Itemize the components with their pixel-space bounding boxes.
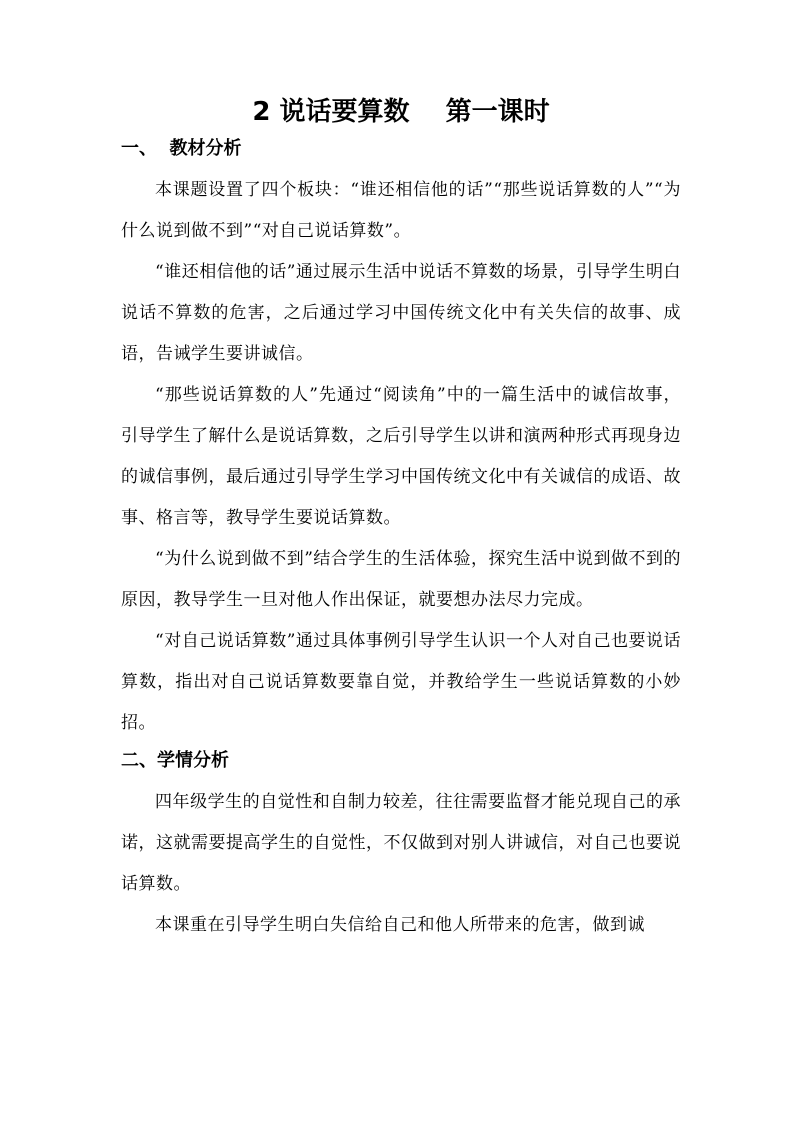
section-heading-learner-analysis: 二、学情分析 [121, 750, 229, 771]
paragraph: “谁还相信他的话”通过展示生活中说话不算数的场景，引导学生明白说话不算数的危害，之后通过学习中国传统文化中有关失信的故事、成语，告诫学生要讲诚信。 [121, 262, 681, 364]
paragraph: “对自己说话算数”通过具体事例引导学生认识一个人对自己也要说话算数，指出对自己说话算数要靠自觉，并教给学生一些说话算数的小妙招。 [121, 631, 681, 733]
paragraph: 四年级学生的自觉性和自制力较差，往往需要监督才能兑现自己的承诺，这就需要提高学生的自觉性，不仅做到对别人讲诚信，对自己也要说话算数。 [121, 792, 681, 894]
document-title: 2 说话要算数 第一课时 [252, 97, 550, 127]
section-textbook-analysis [121, 134, 681, 744]
section-heading-textbook-analysis: 一、 教材分析 [121, 138, 242, 159]
section-learner-analysis [121, 746, 681, 946]
paragraph: “那些说话算数的人”先通过“阅读角”中的一篇生活中的诚信故事，引导学生了解什么是说话算数，之后引导学生以讲和演两种形式再现身边的诚信事例，最后通过引导学生学习中国传统文化中有关诚信的成语、故事、格言等，教导学生要说话算数。 [121, 385, 681, 528]
paragraph: 本课重在引导学生明白失信给自己和他人所带来的危害，做到诚 [155, 915, 645, 935]
paragraph: 本课题设置了四个板块：“谁还相信他的话”“那些说话算数的人”“为什么说到做不到”“对自己说话算数”。 [121, 180, 681, 241]
paragraph: “为什么说到做不到”结合学生的生活体验，探究生活中说到做不到的原因，教导学生一旦对他人作出保证，就要想办法尽力完成。 [121, 549, 681, 610]
document-page [121, 92, 681, 946]
